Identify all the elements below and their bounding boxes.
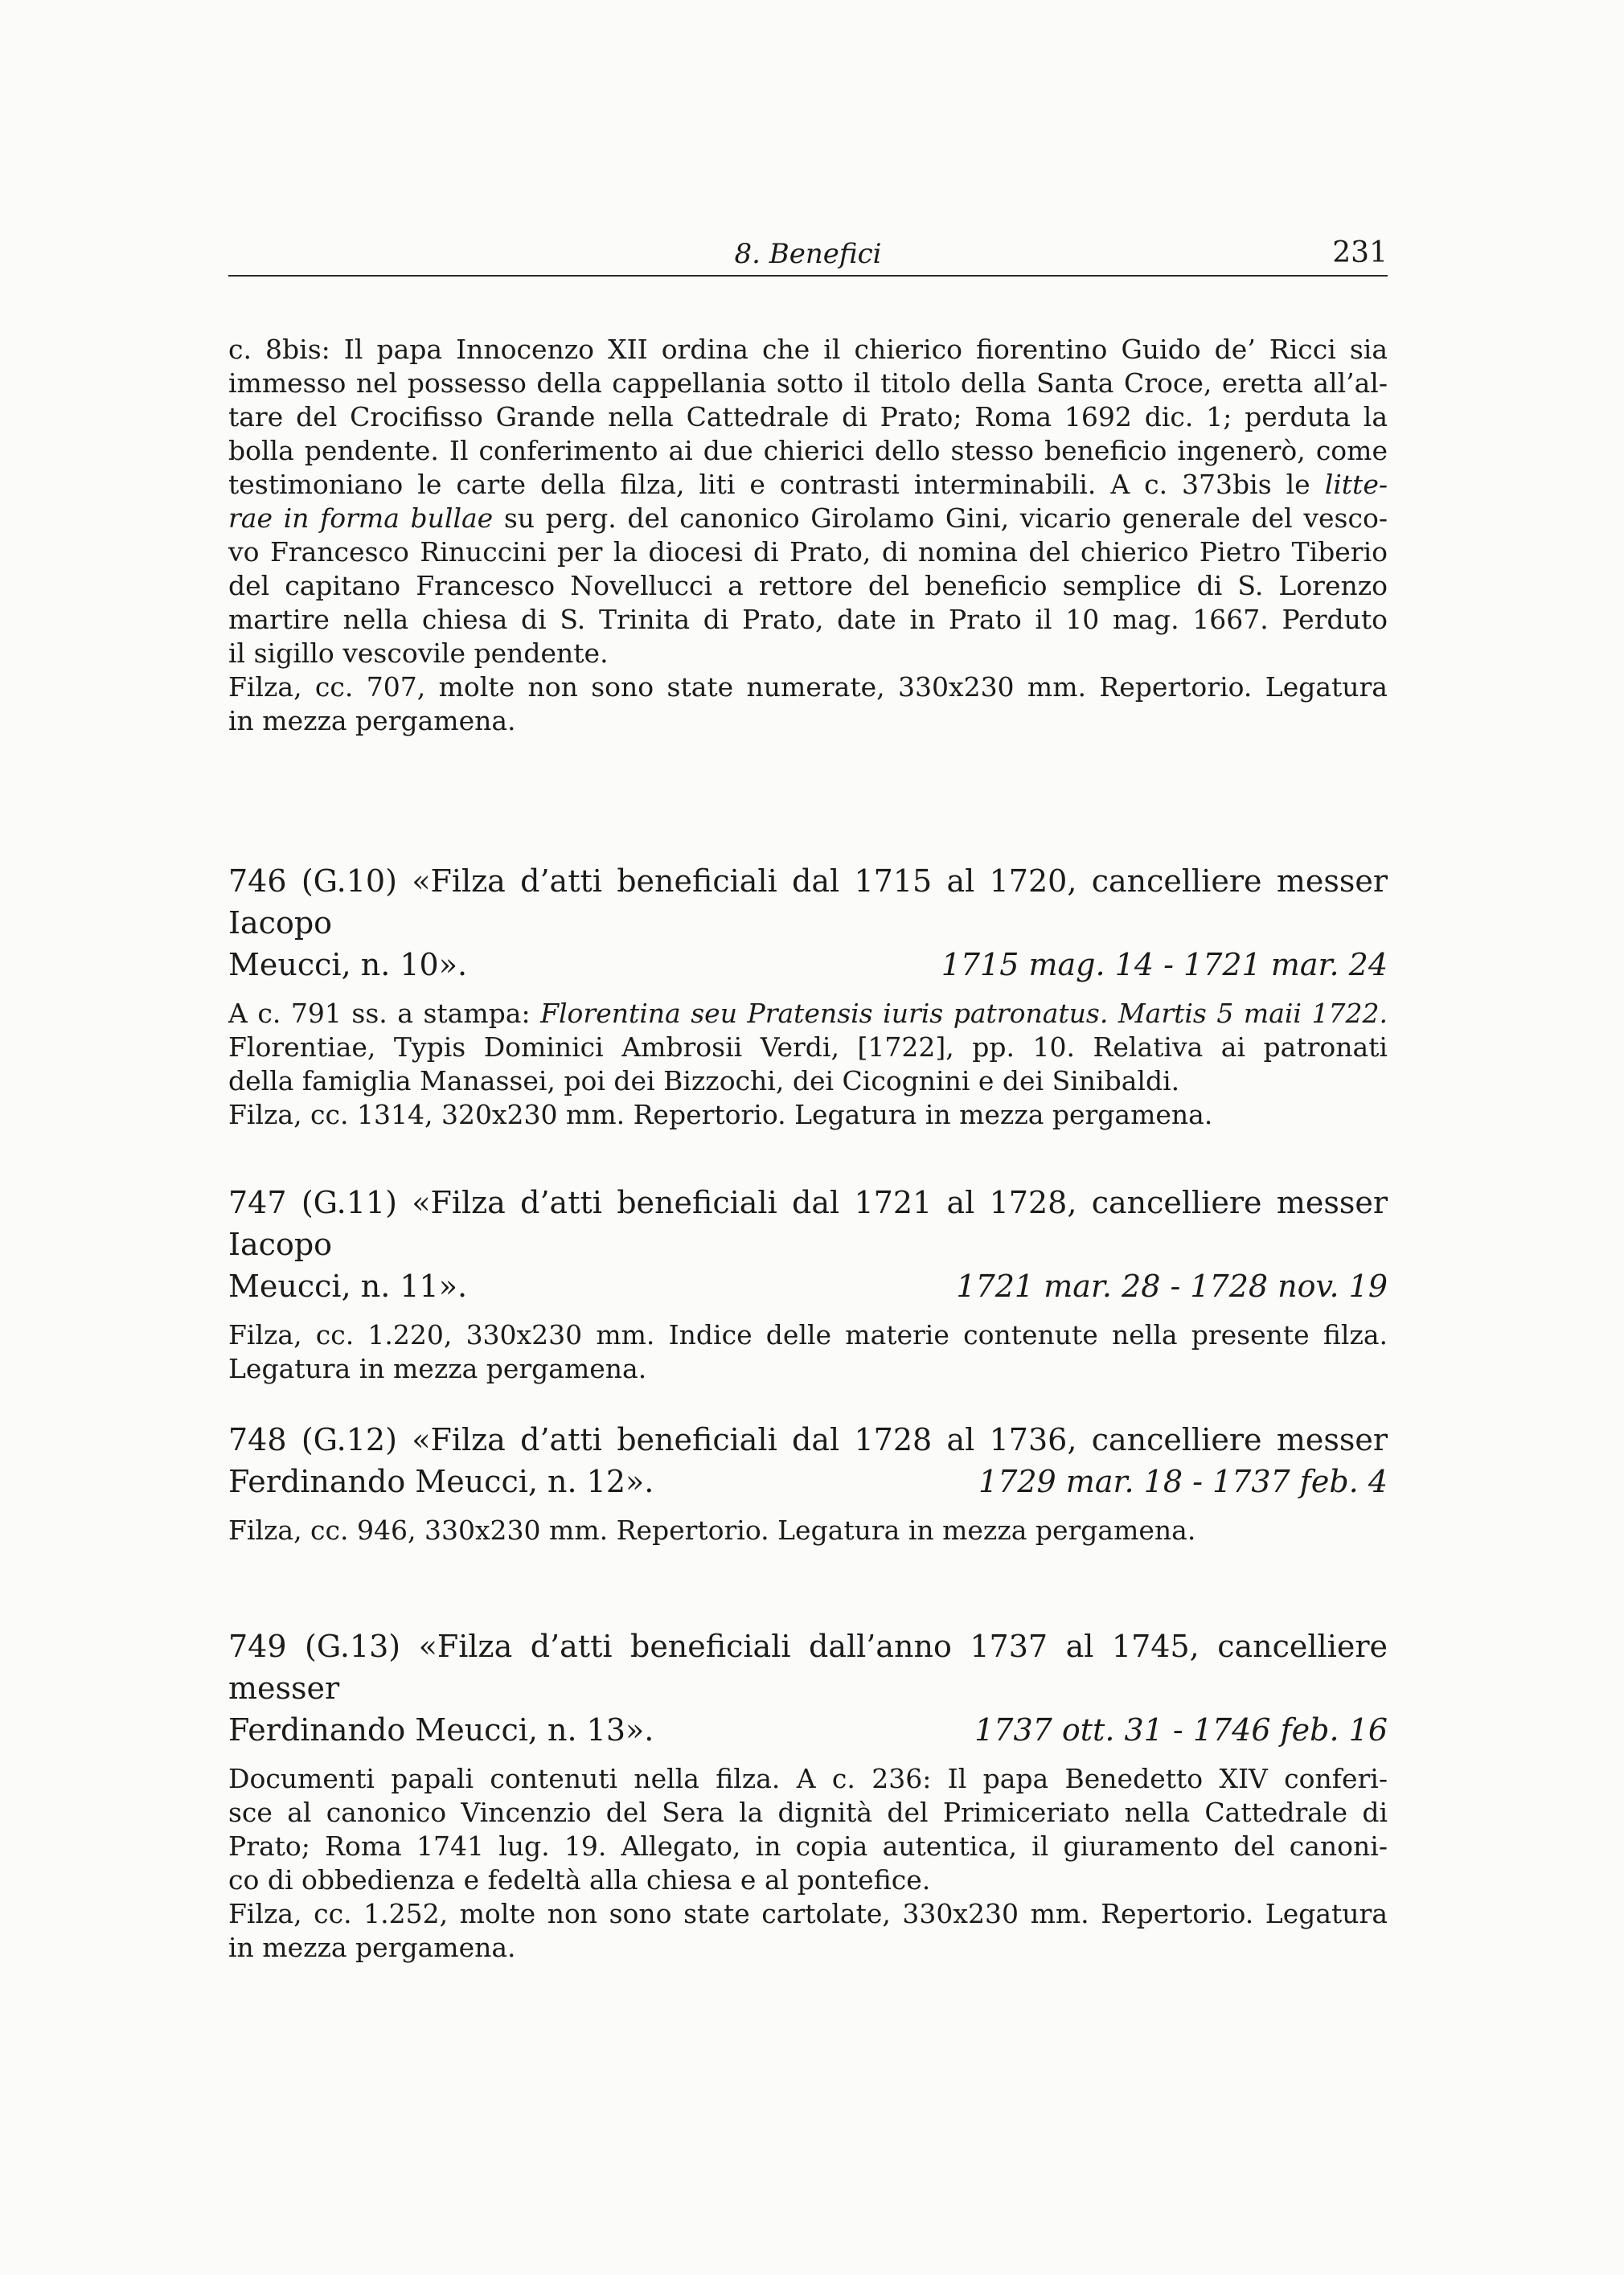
text-line: Filza, cc. 946, 330x230 mm. Repertorio. Legatura in mezza pergamena. (228, 1515, 1196, 1546)
heading-text: Ferdinando Meucci, n. 13». (228, 1712, 654, 1748)
heading-text: Meucci, n. 10». (228, 947, 468, 982)
entry-heading (228, 1625, 1388, 1751)
text-line: co di obbedienza e fedeltà alla chiesa e al pontefice. (228, 1864, 931, 1896)
text-line: Documenti papali contenuti nella filza. A c. 236: Il papa Benedetto XIV conferi- (228, 1763, 1388, 1794)
entry-heading (228, 1419, 1388, 1502)
italic-fragment: rae in forma bullae (228, 502, 494, 534)
entry-749 (228, 1625, 1388, 1965)
text-line: c. 8bis: Il papa Innocenzo XII ordina che il chierico fiorentino Guido de’ Ricci sia (228, 334, 1388, 365)
text-line (228, 468, 1388, 502)
entry-747 (228, 1182, 1388, 1386)
text-fragment: su perg. del canonico Girolamo Gini, vicario generale del vesco- (503, 502, 1388, 534)
text-line: del capitano Francesco Novellucci a rettore del beneficio semplice di S. Lorenzo (228, 570, 1388, 601)
text-line: Filza, cc. 1.220, 330x230 mm. Indice delle materie contenute nella presente filza. (228, 1319, 1388, 1351)
running-header (228, 235, 1388, 277)
page-number: 231 (1332, 236, 1388, 269)
text-line: sce al canonico Vincenzio del Sera la dignità del Primiceriato nella Cattedrale di (228, 1797, 1388, 1828)
italic-fragment: litte- (1324, 469, 1388, 500)
heading-line: 747 (G.11) «Filza d’atti beneficiali dal 1721 al 1728, cancelliere messer Iacopo (228, 1185, 1388, 1262)
heading-line: 748 (G.12) «Filza d’atti beneficiali dal 1728 al 1736, cancelliere messer (228, 1422, 1388, 1457)
entry-heading (228, 1182, 1388, 1307)
text-line: Filza, cc. 707, molte non sono state numerate, 330x230 mm. Repertorio. Legatura (228, 671, 1388, 703)
italic-fragment: Florentina seu Pratensis iuris patronatus. Martis 5 maii 1722. (540, 998, 1388, 1029)
text-line: Filza, cc. 1314, 320x230 mm. Repertorio. Legatura in mezza pergamena. (228, 1099, 1213, 1130)
text-line: martire nella chiesa di S. Trinita di Prato, date in Prato il 10 mag. 1667. Perduto (228, 604, 1388, 635)
heading-line: 746 (G.10) «Filza d’atti beneficiali dal 1715 al 1720, cancelliere messer Iacopo (228, 863, 1388, 941)
date-range: 1729 mar. 18 - 1737 feb. 4 (978, 1464, 1388, 1499)
entry-748 (228, 1419, 1388, 1547)
text-line: Legatura in mezza pergamena. (228, 1353, 647, 1384)
date-range: 1721 mar. 28 - 1728 nov. 19 (956, 1269, 1388, 1304)
text-line (228, 502, 1388, 535)
text-line: della famiglia Manassei, poi dei Bizzochi, dei Cicognini e dei Sinibaldi. (228, 1065, 1180, 1097)
heading-line (228, 1461, 1388, 1502)
entry-description (228, 1514, 1388, 1547)
heading-text: Meucci, n. 11». (228, 1269, 468, 1304)
entry-description (228, 997, 1388, 1132)
text-line: bolla pendente. Il conferimento ai due chierici dello stesso beneficio ingenerò, come (228, 435, 1388, 466)
text-line (228, 997, 1388, 1031)
text-line: tare del Crocifisso Grande nella Cattedrale di Prato; Roma 1692 dic. 1; perduta la (228, 401, 1388, 432)
text-fragment: testimoniano le carte della filza, liti e contrasti interminabili. A c. 373bis le (228, 469, 1310, 500)
text-fragment: A c. 791 ss. a stampa: (228, 998, 531, 1029)
intro-paragraph (228, 333, 1388, 738)
chapter-title: 8. Benefici (734, 238, 882, 270)
entry-description (228, 1318, 1388, 1386)
heading-line (228, 1709, 1388, 1751)
heading-line (228, 1265, 1388, 1307)
intro-section (228, 333, 1388, 738)
text-line: Filza, cc. 1.252, molte non sono state cartolate, 330x230 mm. Repertorio. Legatura (228, 1898, 1388, 1929)
text-line: in mezza pergamena. (228, 1932, 516, 1963)
text-line: Florentiae, Typis Dominici Ambrosii Verdi, [1722], pp. 10. Relativa ai patronati (228, 1031, 1388, 1063)
text-line: immesso nel possesso della cappellania sotto il titolo della Santa Croce, eretta all’al- (228, 367, 1388, 399)
date-range: 1737 ott. 31 - 1746 feb. 16 (974, 1712, 1388, 1748)
heading-line (228, 944, 1388, 986)
text-line: vo Francesco Rinuccini per la diocesi di Prato, di nomina del chierico Pietro Tiberio (228, 536, 1388, 568)
date-range: 1715 mag. 14 - 1721 mar. 24 (941, 947, 1388, 982)
entry-746 (228, 860, 1388, 1132)
text-line: in mezza pergamena. (228, 705, 516, 736)
entry-heading (228, 860, 1388, 986)
text-line: Prato; Roma 1741 lug. 19. Allegato, in copia autentica, il giuramento del canoni- (228, 1830, 1388, 1862)
heading-text: Ferdinando Meucci, n. 12». (228, 1464, 654, 1499)
entry-description (228, 1762, 1388, 1965)
text-line: il sigillo vescovile pendente. (228, 637, 609, 669)
heading-line: 749 (G.13) «Filza d’atti beneficiali dall’anno 1737 al 1745, cancelliere messer (228, 1629, 1388, 1706)
